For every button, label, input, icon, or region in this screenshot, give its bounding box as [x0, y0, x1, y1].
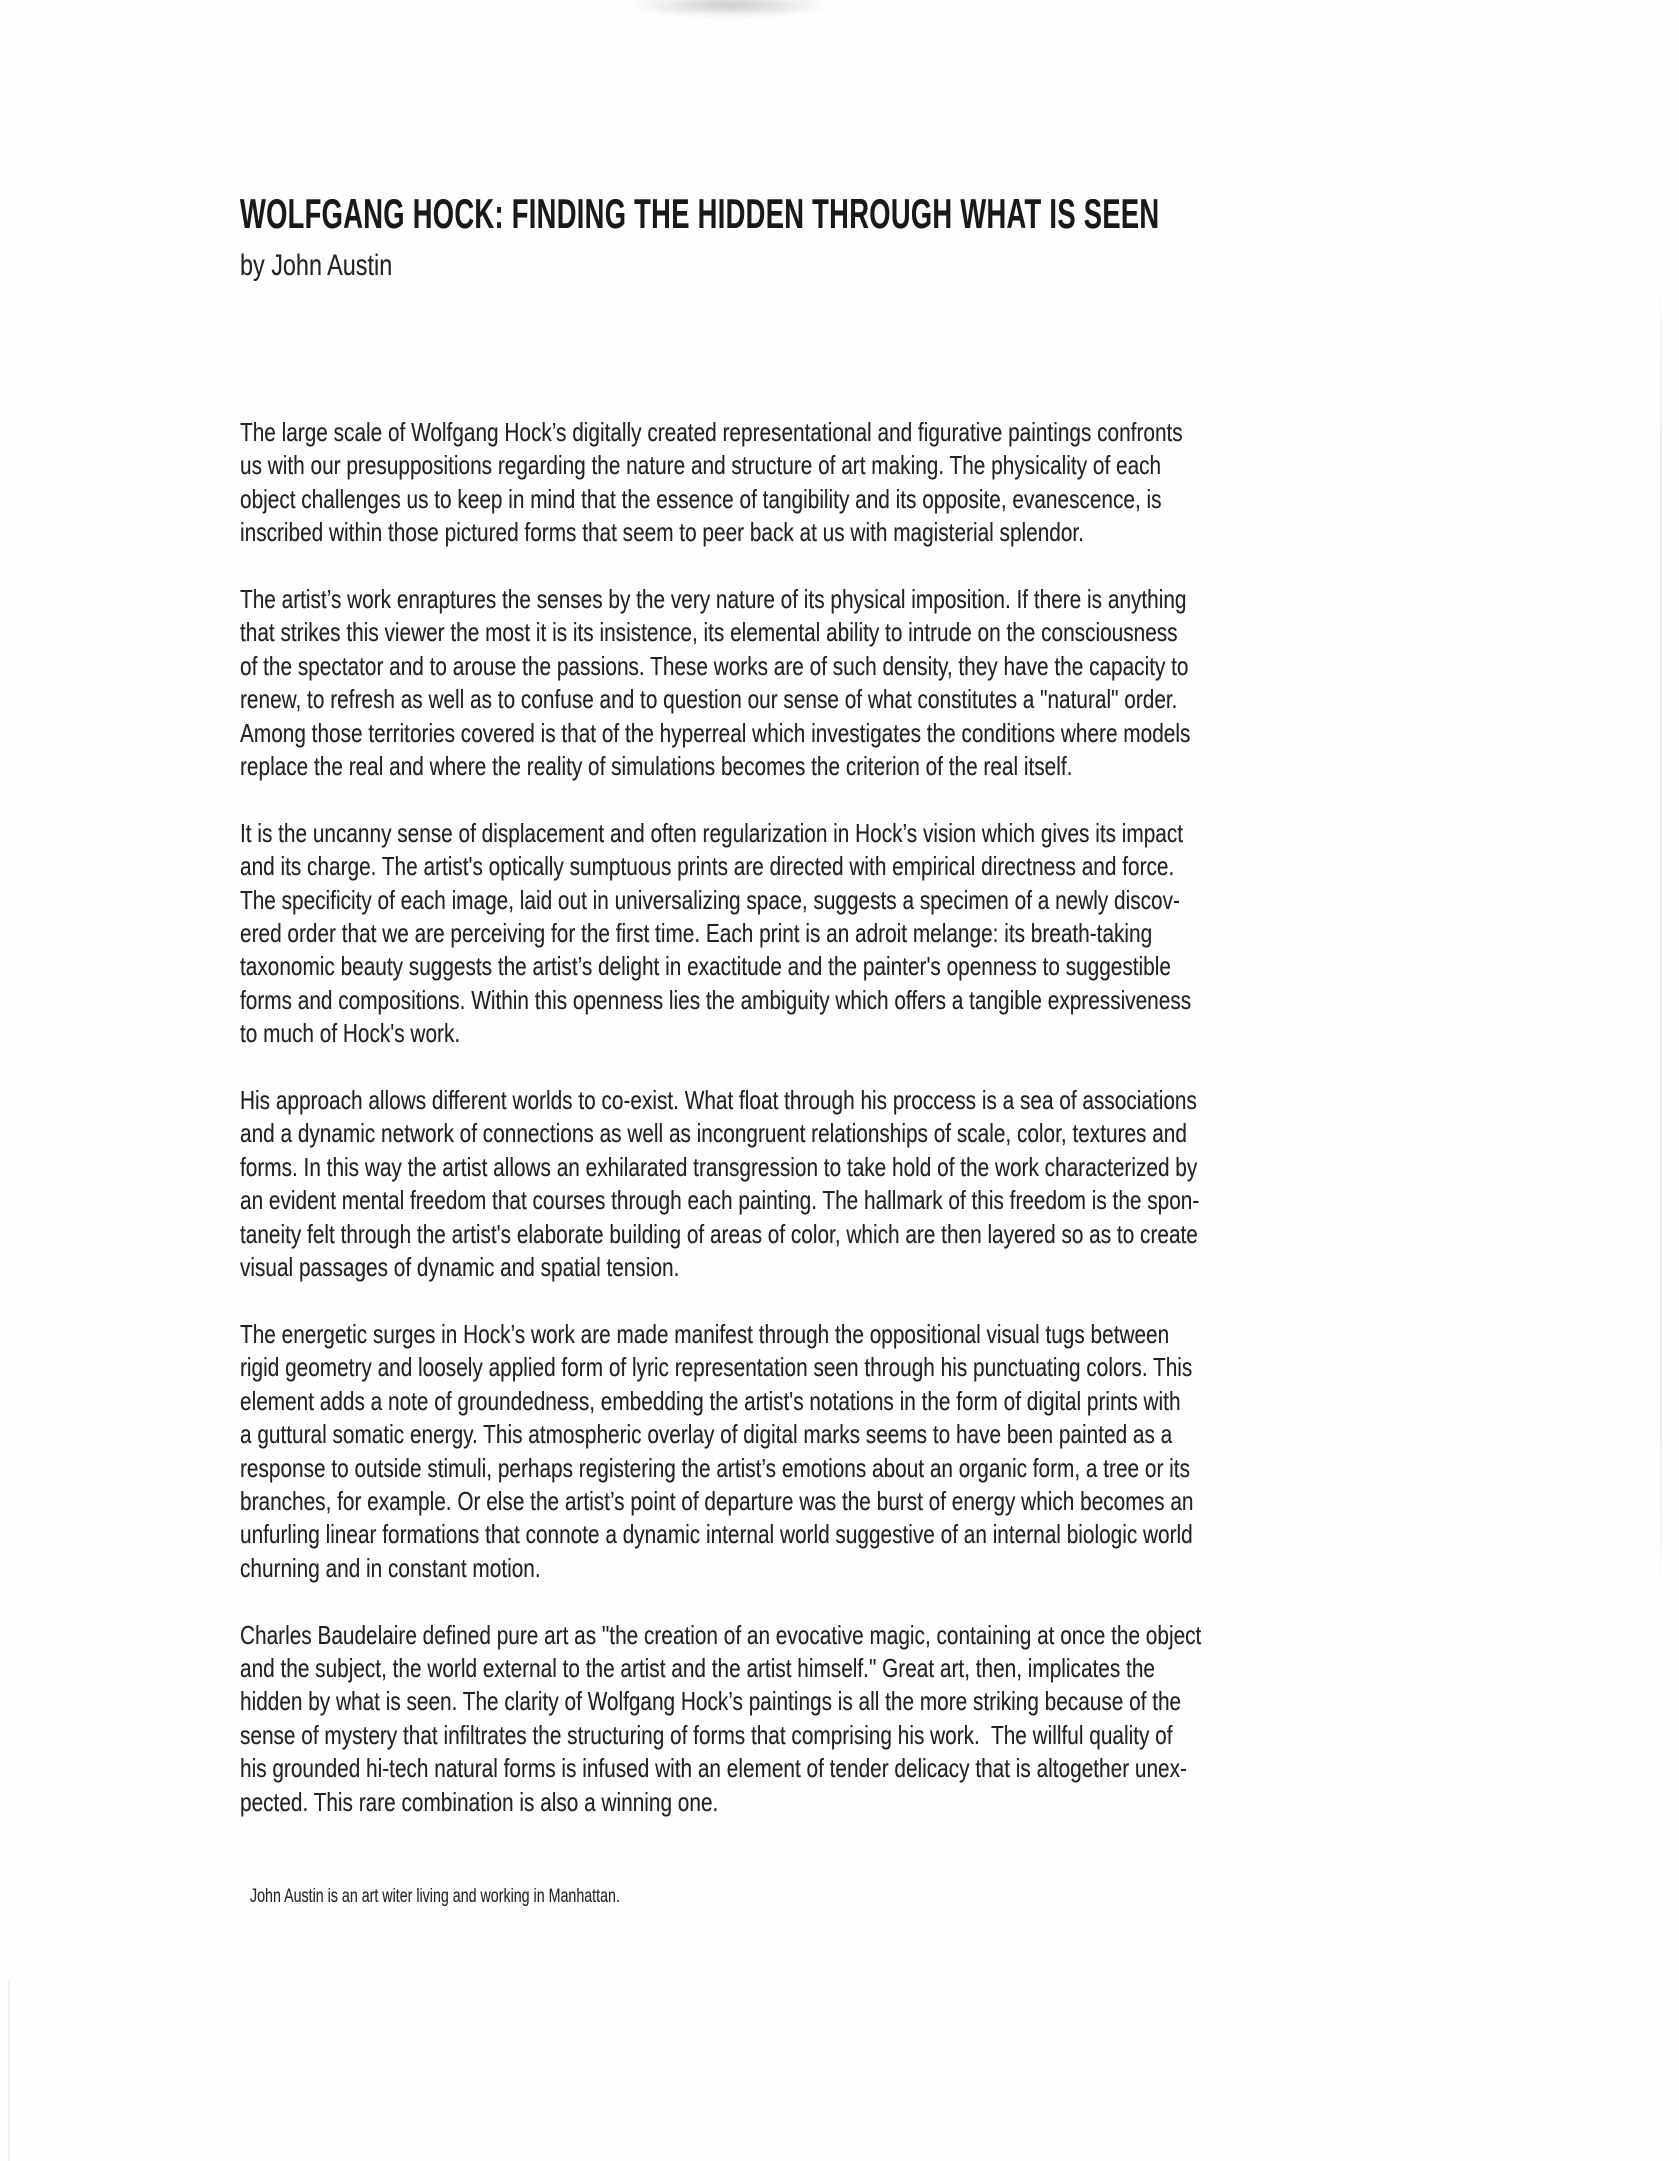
- text-line: and its charge. The artist's optically sumptuous prints are directed with empirical directness and force.: [240, 851, 1175, 882]
- text-line: visual passages of dynamic and spatial tension.: [240, 1252, 680, 1283]
- scan-edge-line-right: [1660, 260, 1662, 1610]
- text-line: The specificity of each image, laid out in universalizing space, suggests a specimen of a newly discov-: [240, 884, 1180, 915]
- text-line: a guttural somatic energy. This atmospheric overlay of digital marks seems to have been painted as a: [240, 1419, 1173, 1450]
- text-line: us with our presuppositions regarding the nature and structure of art making. The physicality of each: [240, 450, 1162, 481]
- text-line: The artist’s work enraptures the senses by the very nature of its physical imposition. If there is anything: [240, 584, 1187, 615]
- scan-edge-line-left: [8, 1980, 10, 2161]
- text-line: His approach allows different worlds to co-exist. What float through his proccess is a sea of associations: [240, 1085, 1197, 1116]
- text-line: of the spectator and to arouse the passions. These works are of such density, they have the capacity to: [240, 650, 1189, 681]
- text-line: his grounded hi-tech natural forms is infused with an element of tender delicacy that is altogether unex-: [240, 1753, 1187, 1784]
- paragraph: [240, 817, 1201, 1051]
- text-line: pected. This rare combination is also a winning one.: [240, 1786, 719, 1817]
- text-line: that strikes this viewer the most it is its insistence, its elemental ability to intrude on the consciousness: [240, 617, 1178, 648]
- text-line: churning and in constant motion.: [240, 1552, 541, 1583]
- paragraph: [240, 416, 1201, 550]
- text-line: taneity felt through the artist's elaborate building of areas of color, which are then layered so as to create: [240, 1218, 1198, 1249]
- text-line: element adds a note of groundedness, embedding the artist's notations in the form of digital prints with: [240, 1385, 1181, 1416]
- text-line: The energetic surges in Hock’s work are made manifest through the oppositional visual tugs between: [240, 1318, 1170, 1349]
- text-line: ered order that we are perceiving for the first time. Each print is an adroit melange: its breath-taking: [240, 918, 1153, 949]
- text-line: to much of Hock's work.: [240, 1018, 461, 1049]
- text-line: and the subject, the world external to the artist and the artist himself." Great art, then, implicates the: [240, 1652, 1155, 1683]
- text-line: inscribed within those pictured forms that seem to peer back at us with magisterial splendor.: [240, 517, 1084, 548]
- text-line: replace the real and where the reality of simulations becomes the criterion of the real itself.: [240, 751, 1073, 782]
- text-line: response to outside stimuli, perhaps registering the artist’s emotions about an organic form, a tree or its: [240, 1452, 1190, 1483]
- article-body: [240, 416, 1201, 1852]
- text-line: Charles Baudelaire defined pure art as "the creation of an evocative magic, containing at once the object: [240, 1619, 1202, 1650]
- paragraph: [240, 1318, 1201, 1585]
- text-line: forms. In this way the artist allows an exhilarated transgression to take hold of the work characterized by: [240, 1151, 1198, 1182]
- text-line: It is the uncanny sense of displacement and often regularization in Hock’s vision which gives its impact: [240, 817, 1184, 848]
- text-line: branches, for example. Or else the artist’s point of departure was the burst of energy which becomes an: [240, 1485, 1194, 1516]
- text-line: taxonomic beauty suggests the artist’s delight in exactitude and the painter's openness to suggestible: [240, 951, 1171, 982]
- footnote: John Austin is an art witer living and working in Manhattan.: [250, 1886, 620, 1907]
- text-line: renew, to refresh as well as to confuse and to question our sense of what constitutes a "natural" order.: [240, 684, 1178, 715]
- text-line: rigid geometry and loosely applied form of lyric representation seen through his punctuating colors. This: [240, 1352, 1193, 1383]
- paragraph: [240, 1084, 1201, 1284]
- page-title: WOLFGANG HOCK: FINDING THE HIDDEN THROUGH WHAT IS SEEN: [240, 190, 1160, 238]
- text-line: an evident mental freedom that courses through each painting. The hallmark of this freedom is the spon-: [240, 1185, 1200, 1216]
- text-line: sense of mystery that infiltrates the structuring of forms that comprising his work. The willful quality of: [240, 1719, 1173, 1750]
- paragraph: [240, 1619, 1201, 1819]
- paragraph: [240, 583, 1201, 783]
- text-line: object challenges us to keep in mind that the essence of tangibility and its opposite, evanescence, is: [240, 483, 1162, 514]
- byline: by John Austin: [240, 249, 393, 282]
- text-line: hidden by what is seen. The clarity of Wolfgang Hock’s paintings is all the more striking because of the: [240, 1686, 1182, 1717]
- text-line: Among those territories covered is that of the hyperreal which investigates the conditions where models: [240, 717, 1191, 748]
- text-line: unfurling linear formations that connote a dynamic internal world suggestive of an internal biologic world: [240, 1519, 1193, 1550]
- text-line: and a dynamic network of connections as well as incongruent relationships of scale, color, textures and: [240, 1118, 1187, 1149]
- text-line: The large scale of Wolfgang Hock’s digitally created representational and figurative paintings confronts: [240, 417, 1183, 447]
- scan-smudge-artifact: [630, 0, 830, 18]
- text-line: forms and compositions. Within this openness lies the ambiguity which offers a tangible expressiveness: [240, 984, 1192, 1015]
